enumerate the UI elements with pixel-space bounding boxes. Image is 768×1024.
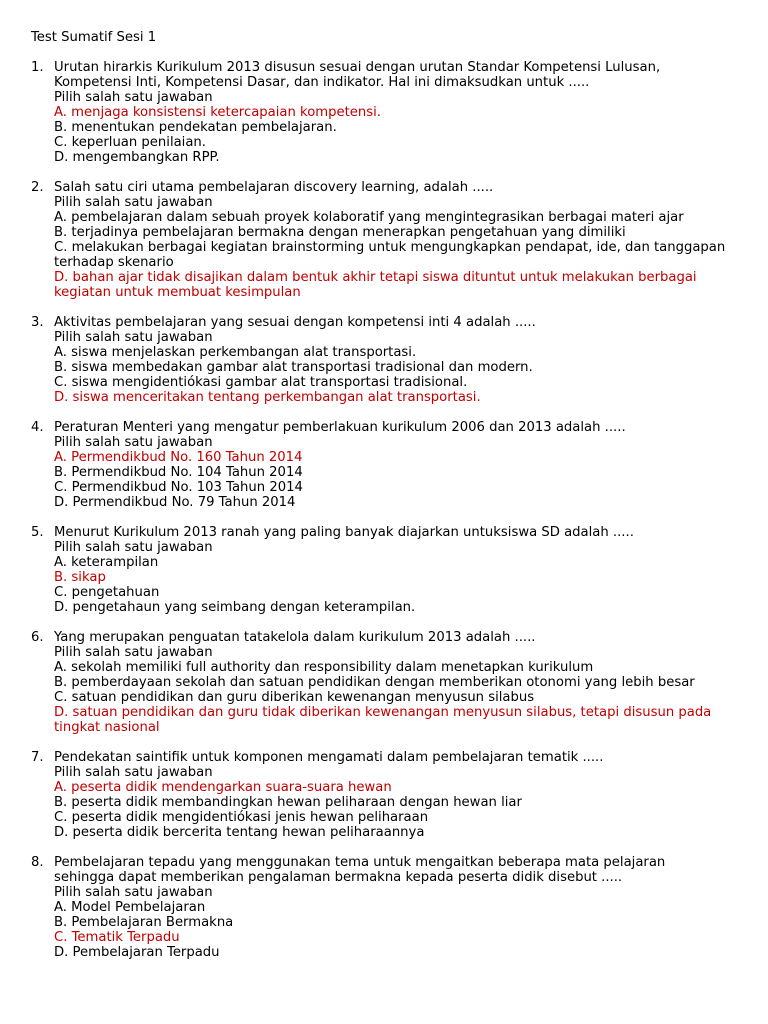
- answer-option-correct: D. satuan pendidikan dan guru tidak diberikan kewenangan menyusun silabus, tetapi disusun pada tingkat nasional: [54, 705, 712, 735]
- question-number: 5.: [31, 525, 44, 540]
- answer-option: C. peserta didik mengidentiókasi jenis hewan peliharaan: [54, 810, 429, 825]
- question-text: Pembelajaran tepadu yang menggunakan tema untuk mengaitkan beberapa mata pelajaran: [54, 855, 666, 870]
- answer-option-correct: D. bahan ajar tidak disajikan dalam bentuk akhir tetapi siswa dituntut untuk melakukan berbagai kegiatan untuk membuat kesimpulan: [54, 270, 697, 300]
- answer-instruction: Pilih salah satu jawaban: [54, 885, 213, 900]
- question-text: Kompetensi Inti, Kompetensi Dasar, dan indikator. Hal ini dimaksudkan untuk .....: [54, 75, 590, 90]
- answer-option: B. pemberdayaan sekolah dan satuan pendidikan dengan memberikan otonomi yang lebih besar: [54, 675, 695, 690]
- question-text: Yang merupakan penguatan tatakelola dalam kurikulum 2013 adalah .....: [54, 630, 536, 645]
- answer-option-correct: A. peserta didik mendengarkan suara-suara hewan: [54, 780, 392, 795]
- question-text: sehingga dapat memberikan pengalaman bermakna kepada peserta didik disebut .....: [54, 870, 623, 885]
- question-text: Urutan hirarkis Kurikulum 2013 disusun sesuai dengan urutan Standar Kompetensi Lulusan,: [54, 60, 661, 75]
- answer-option: B. Permendikbud No. 104 Tahun 2014: [54, 465, 303, 480]
- answer-option: D. pengetahaun yang seimbang dengan keterampilan.: [54, 600, 416, 615]
- answer-instruction: Pilih salah satu jawaban: [54, 90, 213, 105]
- question-item: [31, 630, 751, 735]
- question-number: 4.: [31, 420, 44, 435]
- answer-option: A. siswa menjelaskan perkembangan alat transportasi.: [54, 345, 417, 360]
- question-item: [31, 855, 751, 960]
- answer-option-correct: A. Permendikbud No. 160 Tahun 2014: [54, 450, 303, 465]
- question-item: [31, 180, 751, 300]
- answer-option: B. Pembelajaran Bermakna: [54, 915, 234, 930]
- question-text: Aktivitas pembelajaran yang sesuai dengan kompetensi inti 4 adalah .....: [54, 315, 536, 330]
- answer-option: C. siswa mengidentiókasi gambar alat transportasi tradisional.: [54, 375, 468, 390]
- document-title: Test Sumatif Sesi 1: [31, 30, 157, 45]
- answer-instruction: Pilih salah satu jawaban: [54, 645, 213, 660]
- answer-option: A. pembelajaran dalam sebuah proyek kolaboratif yang mengintegrasikan berbagai materi ajar: [54, 210, 684, 225]
- answer-option: D. Pembelajaran Terpadu: [54, 945, 220, 960]
- answer-instruction: Pilih salah satu jawaban: [54, 765, 213, 780]
- answer-option: C. pengetahuan: [54, 585, 160, 600]
- question-item: [31, 750, 751, 840]
- question-number: 3.: [31, 315, 44, 330]
- answer-option-correct: B. sikap: [54, 570, 106, 585]
- answer-option: A. Model Pembelajaran: [54, 900, 206, 915]
- answer-option: C. satuan pendidikan dan guru diberikan kewenangan menyusun silabus: [54, 690, 535, 705]
- answer-option: B. menentukan pendekatan pembelajaran.: [54, 120, 337, 135]
- question-item: [31, 315, 751, 405]
- answer-instruction: Pilih salah satu jawaban: [54, 330, 213, 345]
- answer-option: A. keterampilan: [54, 555, 159, 570]
- answer-option: C. melakukan berbagai kegiatan brainstorming untuk mengungkapkan pendapat, ide, dan tanggapan terhadap skenario: [54, 240, 726, 270]
- answer-option: C. Permendikbud No. 103 Tahun 2014: [54, 480, 303, 495]
- question-text: Menurut Kurikulum 2013 ranah yang paling banyak diajarkan untuksiswa SD adalah .....: [54, 525, 634, 540]
- question-number: 2.: [31, 180, 44, 195]
- question-number: 6.: [31, 630, 44, 645]
- answer-option: A. sekolah memiliki full authority dan responsibility dalam menetapkan kurikulum: [54, 660, 594, 675]
- question-list: [31, 60, 751, 975]
- question-item: [31, 420, 751, 510]
- question-number: 8.: [31, 855, 44, 870]
- answer-option: B. terjadinya pembelajaran bermakna dengan menerapkan pengetahuan yang dimiliki: [54, 225, 626, 240]
- question-text: Pendekatan saintifik untuk komponen mengamati dalam pembelajaran tematik .....: [54, 750, 604, 765]
- question-item: [31, 525, 751, 615]
- question-number: 1.: [31, 60, 44, 75]
- answer-instruction: Pilih salah satu jawaban: [54, 540, 213, 555]
- answer-instruction: Pilih salah satu jawaban: [54, 195, 213, 210]
- question-number: 7.: [31, 750, 44, 765]
- answer-option-correct: D. siswa menceritakan tentang perkembangan alat transportasi.: [54, 390, 481, 405]
- question-item: [31, 60, 751, 165]
- answer-option: D. mengembangkan RPP.: [54, 150, 220, 165]
- answer-option: C. keperluan penilaian.: [54, 135, 206, 150]
- answer-option: B. siswa membedakan gambar alat transportasi tradisional dan modern.: [54, 360, 533, 375]
- answer-option-correct: C. Tematik Terpadu: [54, 930, 180, 945]
- question-text: Salah satu ciri utama pembelajaran discovery learning, adalah .....: [54, 180, 494, 195]
- question-text: Peraturan Menteri yang mengatur pemberlakuan kurikulum 2006 dan 2013 adalah .....: [54, 420, 626, 435]
- answer-option: D. Permendikbud No. 79 Tahun 2014: [54, 495, 296, 510]
- answer-instruction: Pilih salah satu jawaban: [54, 435, 213, 450]
- answer-option: D. peserta didik bercerita tentang hewan peliharaannya: [54, 825, 425, 840]
- answer-option: B. peserta didik membandingkan hewan peliharaan dengan hewan liar: [54, 795, 522, 810]
- answer-option-correct: A. menjaga konsistensi ketercapaian kompetensi.: [54, 105, 381, 120]
